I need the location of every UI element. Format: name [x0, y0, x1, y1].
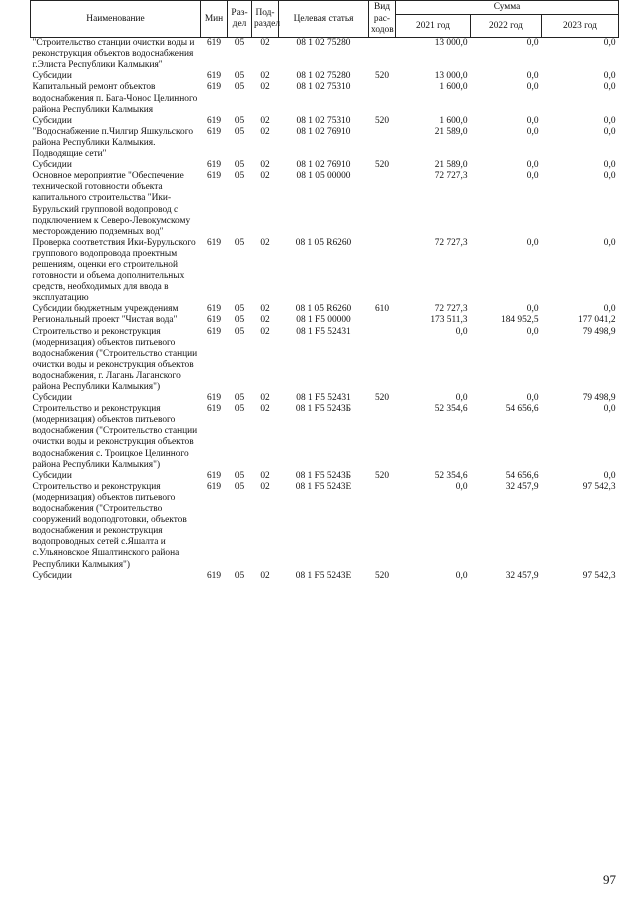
row-name: Строительство и реконструкция (модернизация) объектов питьевого водоснабжения ("Строительство сооружений водоподготовки, объектов водоснабжения и реконструкция водопроводных сетей с.Яшалта и с.Ульяновское Яшалтинского района Республики Калмыкия"): [32, 481, 187, 570]
row-target-article: 08 1 02 75310: [296, 115, 351, 126]
row-sum-2021: 21 589,0: [434, 126, 468, 137]
row-podrazdel: 02: [260, 393, 270, 404]
row-podrazdel: 02: [260, 237, 270, 248]
row-target-article: 08 1 02 75280: [296, 38, 351, 49]
row-podrazdel: 02: [260, 126, 270, 137]
row-razdel: 05: [234, 315, 245, 326]
row-sum-2021: 52 354,6: [434, 470, 468, 481]
row-min: 619: [206, 115, 222, 126]
row-podrazdel: 02: [260, 315, 270, 326]
row-sum-2022: 32 457,9: [505, 570, 539, 581]
table-row: [31, 315, 619, 326]
row-sum-2023: 0,0: [603, 404, 616, 415]
row-expense-type: [369, 82, 396, 115]
row-sum-2022: 0,0: [526, 171, 539, 182]
row-sum-2021: 0,0: [455, 326, 468, 337]
row-expense-type: [369, 238, 396, 305]
row-min: 619: [206, 126, 222, 137]
row-sum-2023: 79 498,9: [582, 326, 616, 337]
row-podrazdel: 02: [260, 71, 270, 82]
header-summa: Сумма: [396, 1, 619, 15]
row-sum-2021: 1 600,0: [439, 82, 468, 93]
row-razdel: 05: [234, 71, 245, 82]
row-sum-2023: 0,0: [603, 38, 616, 49]
row-name: Субсидии бюджетным учреждениям: [32, 304, 179, 315]
row-target-article: 08 1 02 76910: [296, 160, 351, 171]
row-name: Строительство и реконструкция (модернизация) объектов питьевого водоснабжения ("Строительство станции очистки воды и реконструкция объектов водоснабжения с. Троицкое Целинного района Республики Калмыкия"): [32, 404, 198, 470]
row-razdel: 05: [234, 171, 245, 182]
row-sum-2023: 177 041,2: [578, 315, 616, 326]
row-name: Субсидии: [32, 71, 72, 82]
row-sum-2023: 97 542,3: [582, 570, 616, 581]
row-razdel: 05: [234, 237, 245, 248]
row-sum-2023: 0,0: [603, 82, 616, 93]
row-expense-type: 520: [374, 115, 390, 126]
row-name: Капитальный ремонт объектов водоснабжения п. Бага-Чонос Целинного района Республики Калмыкия: [32, 82, 198, 115]
row-sum-2023: 0,0: [603, 115, 616, 126]
row-sum-2022: 32 457,9: [505, 481, 539, 492]
row-sum-2022: 0,0: [526, 71, 539, 82]
row-expense-type: [369, 404, 396, 471]
row-sum-2022: 0,0: [526, 160, 539, 171]
row-target-article: 08 1 F5 5243Е: [295, 481, 352, 492]
table-header: [31, 1, 619, 38]
table-row: [31, 82, 619, 115]
header-2023: 2023 год: [542, 15, 619, 38]
table-body: [31, 38, 619, 582]
row-name: Основное мероприятие "Обеспечение технической готовности объекта капитального строительства "Ики-Бурульский групповой водопровод с подключением к Северо-Левокумскому месторождению подземных вод": [32, 171, 191, 237]
row-name: "Строительство станции очистки воды и реконструкция объектов водоснабжения г.Элиста Республики Калмыкия": [32, 38, 195, 71]
row-sum-2021: 52 354,6: [434, 404, 468, 415]
row-target-article: 08 1 F5 52431: [296, 393, 351, 404]
row-sum-2021: 0,0: [455, 393, 468, 404]
row-target-article: 08 1 02 75310: [296, 82, 351, 93]
row-sum-2023: 0,0: [603, 304, 616, 315]
row-expense-type: [369, 127, 396, 160]
row-podrazdel: 02: [260, 326, 270, 337]
row-min: 619: [206, 404, 222, 415]
row-podrazdel: 02: [260, 481, 270, 492]
row-min: 619: [206, 393, 222, 404]
table-row: [31, 482, 619, 571]
row-podrazdel: 02: [260, 160, 270, 171]
row-min: 619: [206, 481, 222, 492]
row-target-article: 08 1 F5 00000: [296, 315, 351, 326]
row-sum-2022: 0,0: [526, 304, 539, 315]
row-sum-2022: 54 656,6: [505, 404, 539, 415]
row-target-article: 08 1 05 00000: [296, 171, 351, 182]
row-podrazdel: 02: [260, 570, 270, 581]
row-sum-2021: 13 000,0: [434, 38, 468, 49]
row-expense-type: 520: [374, 160, 390, 171]
row-sum-2021: 0,0: [455, 570, 468, 581]
row-razdel: 05: [234, 481, 245, 492]
row-razdel: 05: [234, 38, 245, 49]
row-podrazdel: 02: [260, 470, 270, 481]
table-row: [31, 404, 619, 471]
table-row: [31, 38, 619, 72]
table-row: [31, 571, 619, 582]
row-name: Субсидии: [32, 115, 72, 126]
header-podrazdel: Под-раздел: [252, 1, 279, 38]
row-podrazdel: 02: [260, 404, 270, 415]
table-row: [31, 327, 619, 394]
row-min: 619: [206, 71, 222, 82]
row-min: 619: [206, 38, 222, 49]
row-target-article: 08 1 05 R6260: [295, 237, 352, 248]
row-target-article: 08 1 02 76910: [296, 126, 351, 137]
header-2022: 2022 год: [471, 15, 542, 38]
row-min: 619: [206, 171, 222, 182]
row-min: 619: [206, 304, 222, 315]
table-row: [31, 471, 619, 482]
row-sum-2023: 0,0: [603, 126, 616, 137]
row-target-article: 08 1 F5 52431: [296, 326, 351, 337]
row-sum-2023: 0,0: [603, 71, 616, 82]
budget-table: [30, 0, 619, 582]
row-target-article: 08 1 05 R6260: [295, 304, 352, 315]
header-2021: 2021 год: [396, 15, 471, 38]
table-row: [31, 393, 619, 404]
row-expense-type: [369, 482, 396, 571]
table-row: [31, 160, 619, 171]
page-number: 97: [603, 872, 616, 887]
row-sum-2021: 0,0: [455, 481, 468, 492]
row-expense-type: 520: [374, 470, 390, 481]
row-podrazdel: 02: [260, 38, 270, 49]
row-name: Субсидии: [32, 570, 72, 581]
row-sum-2023: 0,0: [603, 470, 616, 481]
row-min: 619: [206, 160, 222, 171]
row-sum-2022: 0,0: [526, 126, 539, 137]
row-sum-2023: 0,0: [603, 171, 616, 182]
row-razdel: 05: [234, 82, 245, 93]
row-expense-type: 520: [374, 71, 390, 82]
row-sum-2023: 79 498,9: [582, 393, 616, 404]
table-row: [31, 304, 619, 315]
row-expense-type: [369, 327, 396, 394]
header-name: Наименование: [31, 1, 201, 38]
table-row: [31, 238, 619, 305]
row-razdel: 05: [234, 404, 245, 415]
row-expense-type: [369, 315, 396, 326]
row-podrazdel: 02: [260, 82, 270, 93]
row-sum-2021: 173 511,3: [430, 315, 468, 326]
row-name: Субсидии: [32, 470, 72, 481]
row-name: Субсидии: [32, 393, 72, 404]
row-expense-type: [369, 171, 396, 238]
row-sum-2021: 72 727,3: [434, 237, 468, 248]
row-sum-2022: 0,0: [526, 38, 539, 49]
row-target-article: 08 1 F5 5243Е: [295, 570, 352, 581]
row-sum-2021: 21 589,0: [434, 160, 468, 171]
row-sum-2022: 0,0: [526, 115, 539, 126]
row-razdel: 05: [234, 115, 245, 126]
row-sum-2022: 0,0: [526, 393, 539, 404]
row-name: Строительство и реконструкция (модернизация) объектов питьевого водоснабжения ("Строительство станции очистки воды и реконструкция объектов водоснабжения, г. Лагань Лаганского района Республики Калмыкия"): [32, 326, 198, 392]
table-row: [31, 171, 619, 238]
row-target-article: 08 1 F5 5243Б: [295, 470, 352, 481]
row-sum-2022: 184 952,5: [501, 315, 539, 326]
row-min: 619: [206, 237, 222, 248]
row-podrazdel: 02: [260, 171, 270, 182]
row-sum-2022: 0,0: [526, 82, 539, 93]
row-sum-2023: 97 542,3: [582, 481, 616, 492]
row-razdel: 05: [234, 570, 245, 581]
row-name: "Водоснабжение п.Чилгир Яшкульского района Республики Калмыкия. Подводящие сети": [32, 126, 194, 160]
row-expense-type: 610: [374, 304, 390, 315]
table-row: [31, 127, 619, 160]
row-target-article: 08 1 F5 5243Б: [295, 404, 352, 415]
row-sum-2023: 0,0: [603, 237, 616, 248]
row-expense-type: 520: [374, 393, 390, 404]
row-podrazdel: 02: [260, 304, 270, 315]
row-min: 619: [206, 470, 222, 481]
header-celevaya: Целевая статья: [279, 1, 369, 38]
row-sum-2022: 0,0: [526, 326, 539, 337]
row-name: Субсидии: [32, 160, 72, 171]
row-sum-2021: 72 727,3: [434, 304, 468, 315]
row-razdel: 05: [234, 326, 245, 337]
row-razdel: 05: [234, 126, 245, 137]
header-razdel: Раз-дел: [228, 1, 252, 38]
row-name: Региональный проект "Чистая вода": [32, 315, 178, 326]
row-sum-2021: 13 000,0: [434, 71, 468, 82]
row-min: 619: [206, 82, 222, 93]
row-sum-2022: 54 656,6: [505, 470, 539, 481]
header-min: Мин: [201, 1, 228, 38]
row-razdel: 05: [234, 160, 245, 171]
table-row: [31, 71, 619, 82]
row-razdel: 05: [234, 393, 245, 404]
budget-table-sheet: [30, 0, 618, 582]
row-razdel: 05: [234, 304, 245, 315]
row-expense-type: [369, 38, 396, 72]
row-sum-2023: 0,0: [603, 160, 616, 171]
row-min: 619: [206, 326, 222, 337]
row-sum-2021: 1 600,0: [439, 115, 468, 126]
row-name: Проверка соответствия Ики-Бурульского группового водопровода проектным решениям, оценки его строительной готовности и объема дополнительных средств, необходимых для ввода в эксплуатацию: [32, 237, 196, 304]
table-row: [31, 116, 619, 127]
row-razdel: 05: [234, 470, 245, 481]
row-podrazdel: 02: [260, 115, 270, 126]
row-sum-2021: 72 727,3: [434, 171, 468, 182]
row-target-article: 08 1 02 75280: [296, 71, 351, 82]
row-expense-type: 520: [374, 570, 390, 581]
row-min: 619: [206, 570, 222, 581]
row-min: 619: [206, 315, 222, 326]
row-sum-2022: 0,0: [526, 237, 539, 248]
header-vid: Вид рас-ходов: [369, 1, 396, 38]
